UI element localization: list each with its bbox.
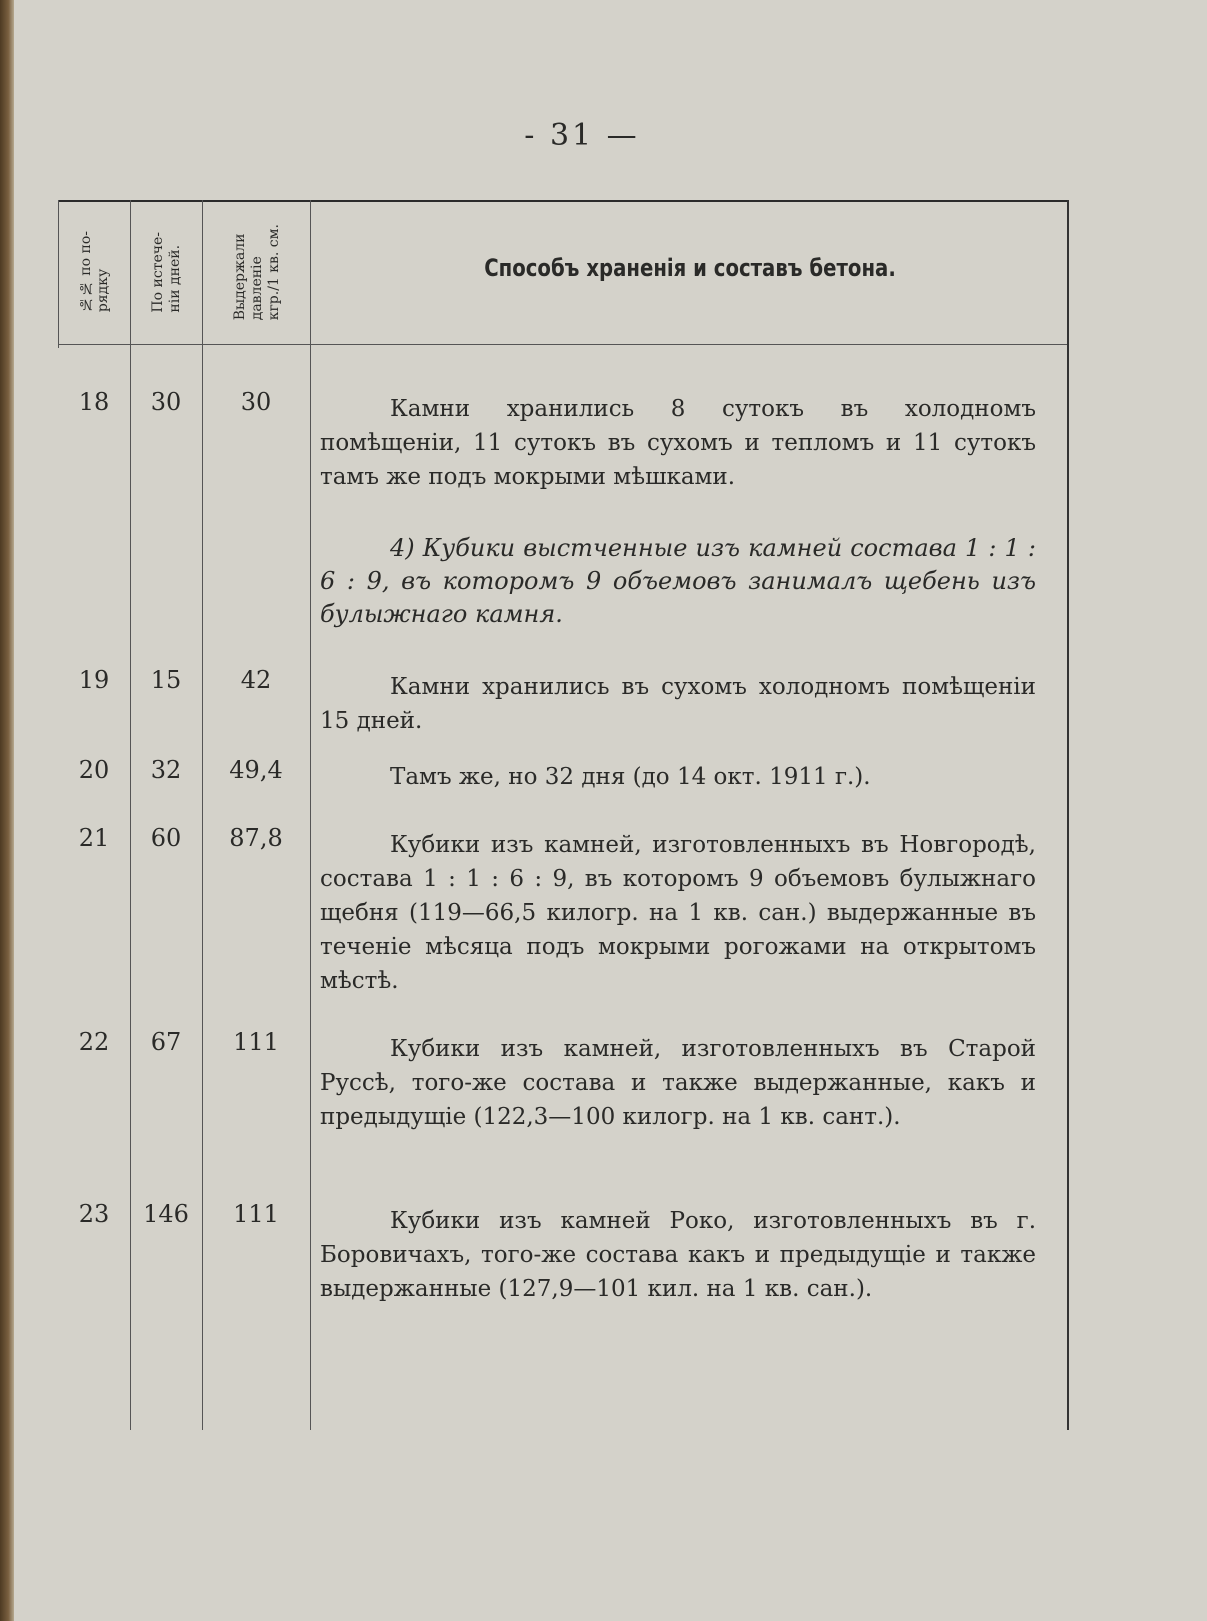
row-days: 67	[150, 1028, 182, 1056]
column-divider	[310, 200, 311, 1430]
row-description: Тамъ же, но 32 дня (до 14 окт. 1911 г.).	[390, 764, 871, 790]
header-row-number: №№ по по- рядку	[78, 231, 111, 313]
data-table	[58, 200, 1068, 1430]
row-days: 60	[150, 824, 182, 852]
page-number: - 31 —	[524, 118, 640, 153]
row-description: Кубики изъ камней Роко, изготовленныхъ въ г. Боровичахъ, того-же состава какъ и предыдущіе и также выдержанные (127,9—101 кил. на 1 кв. сан.).	[320, 1208, 1036, 1302]
row-number: 22	[78, 1028, 110, 1056]
table-right-border	[1067, 200, 1069, 1430]
book-binding	[0, 0, 14, 1621]
row-pressure: 49,4	[229, 756, 283, 784]
row-number: 19	[78, 666, 110, 694]
row-number: 18	[78, 388, 110, 416]
document-page	[14, 0, 1207, 1621]
row-pressure: 111	[233, 1200, 279, 1228]
row-number: 23	[78, 1200, 110, 1228]
row-description: Кубики изъ камней, изготовленныхъ въ Старой Руссѣ, того-же состава и также выдержанные, какъ и предыдущіе (122,3—100 килогр. на 1 кв. сант.).	[320, 1036, 1036, 1130]
row-description: Камни хранились въ сухомъ холодномъ помѣщеніи 15 дней.	[320, 674, 1036, 734]
row-days: 30	[150, 388, 182, 416]
row-days: 15	[150, 666, 182, 694]
row-pressure: 111	[233, 1028, 279, 1056]
table-top-rule	[58, 200, 1068, 202]
row-number: 20	[78, 756, 110, 784]
row-number: 21	[78, 824, 110, 852]
row-days: 32	[150, 756, 182, 784]
table-left-border	[58, 200, 59, 348]
header-days: По истече- ніи дней.	[150, 231, 183, 313]
row-days: 146	[143, 1200, 189, 1228]
row-pressure: 87,8	[229, 824, 283, 852]
header-pressure: Выдержали давленіе кгр./1 кв. см.	[231, 223, 282, 321]
header-bottom-rule	[58, 344, 1068, 345]
row-description: Кубики изъ камней, изготовленныхъ въ Новгородѣ, состава 1 : 1 : 6 : 9, въ которомъ 9 объемовъ булыжнаго щебня (119—66,5 килогр. на 1 кв. сан.) выдержанные въ теченіе мѣсяца подъ мокрыми рогожами на открытомъ мѣстѣ.	[320, 832, 1036, 994]
row-description: Камни хранились 8 сутокъ въ холодномъ помѣщеніи, 11 сутокъ въ сухомъ и тепломъ и 11 сутокъ тамъ же подъ мокрыми мѣшками.	[320, 396, 1036, 490]
column-divider	[202, 200, 203, 1430]
row-pressure: 42	[240, 666, 272, 694]
header-method: Способъ храненія и составъ бетона.	[484, 254, 896, 282]
column-divider	[130, 200, 131, 1430]
row-pressure: 30	[240, 388, 272, 416]
section-note: 4) Кубики выстченные изъ камней состава 1 : 1 : 6 : 9, въ которомъ 9 объемовъ занималъ щебень изъ булыжнаго камня.	[320, 534, 1036, 628]
